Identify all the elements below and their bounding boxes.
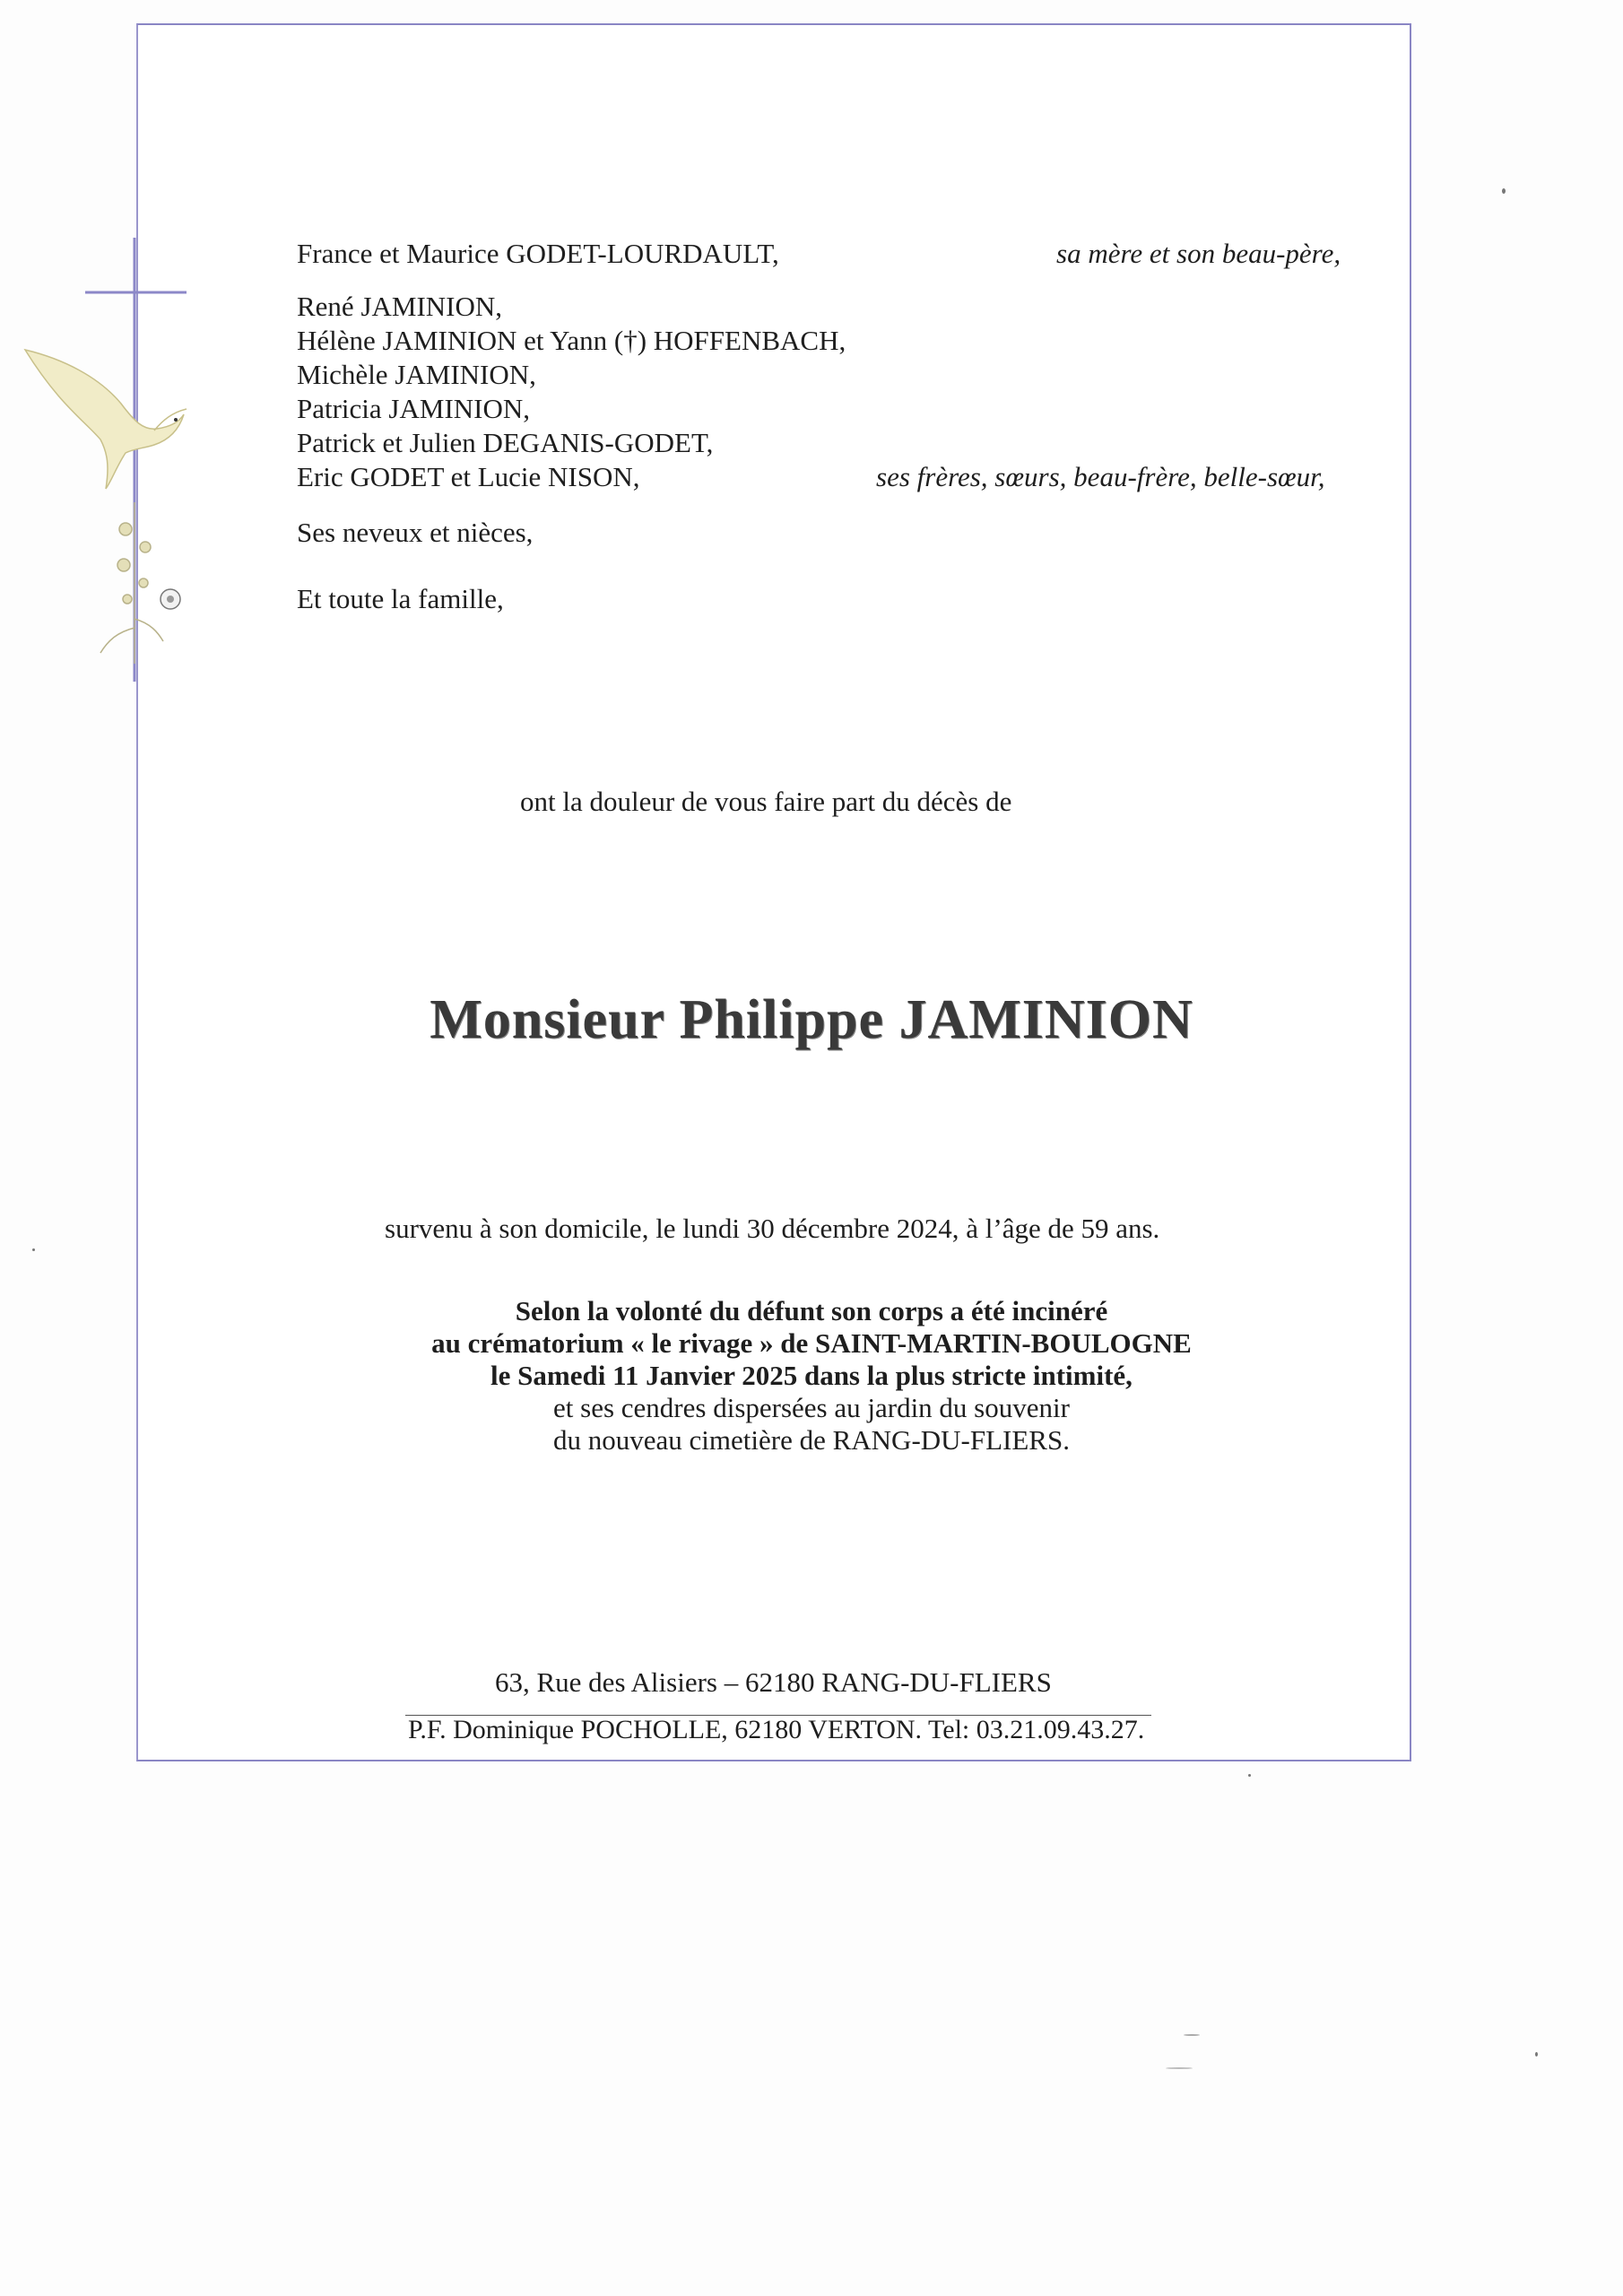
religious-decoration (0, 0, 215, 718)
scan-speck (1184, 2034, 1200, 2036)
deceased-name: Monsieur Philippe JAMINION (430, 989, 1193, 1050)
sibling-line: Patrick et Julien DEGANIS-GODET, (297, 427, 714, 458)
sibling-line: René JAMINION, (297, 291, 503, 322)
sibling-line: Patricia JAMINION, (297, 393, 531, 424)
sibling-line: Michèle JAMINION, (297, 359, 536, 390)
ceremony-line: du nouveau cimetière de RANG-DU-FLIERS. (553, 1424, 1070, 1456)
scan-speck (1166, 2067, 1193, 2069)
family-line: Et toute la famille, (297, 583, 504, 614)
flower-sprig-icon (100, 502, 180, 664)
sibling-line: Eric GODET et Lucie NISON, (297, 461, 640, 492)
funeral-home-line: P.F. Dominique POCHOLLE, 62180 VERTON. Tel: 03.21.09.43.27. (408, 1715, 1145, 1744)
parents-relation: sa mère et son beau-père, (1056, 238, 1341, 269)
nephews-line: Ses neveux et nièces, (297, 517, 534, 548)
cross-icon (85, 238, 187, 682)
ceremony-line: Selon la volonté du défunt son corps a été incinéré (515, 1295, 1108, 1326)
siblings-relation: ses frères, sœurs, beau-frère, belle-sœur, (876, 461, 1325, 492)
ceremony-line: le Samedi 11 Janvier 2025 dans la plus stricte intimité, (490, 1360, 1133, 1391)
dove-icon (25, 350, 187, 489)
ceremony-line: au crématorium « le rivage » de SAINT-MARTIN-BOULOGNE (431, 1327, 1192, 1359)
ceremony-line: et ses cendres dispersées au jardin du souvenir (553, 1392, 1070, 1423)
scan-speck (32, 1248, 35, 1251)
parents-name: France et Maurice GODET-LOURDAULT, (297, 238, 779, 269)
scan-speck (1535, 2052, 1538, 2057)
address-line: 63, Rue des Alisiers – 62180 RANG-DU-FLIERS (495, 1666, 1052, 1698)
death-info: survenu à son domicile, le lundi 30 décembre 2024, à l’âge de 59 ans. (385, 1213, 1160, 1244)
scan-speck (1248, 1774, 1251, 1777)
announcement-line: ont la douleur de vous faire part du décès de (520, 786, 1012, 817)
obituary-card (136, 23, 1411, 1761)
sibling-line: Hélène JAMINION et Yann (†) HOFFENBACH, (297, 325, 846, 356)
scan-speck (1502, 188, 1506, 194)
